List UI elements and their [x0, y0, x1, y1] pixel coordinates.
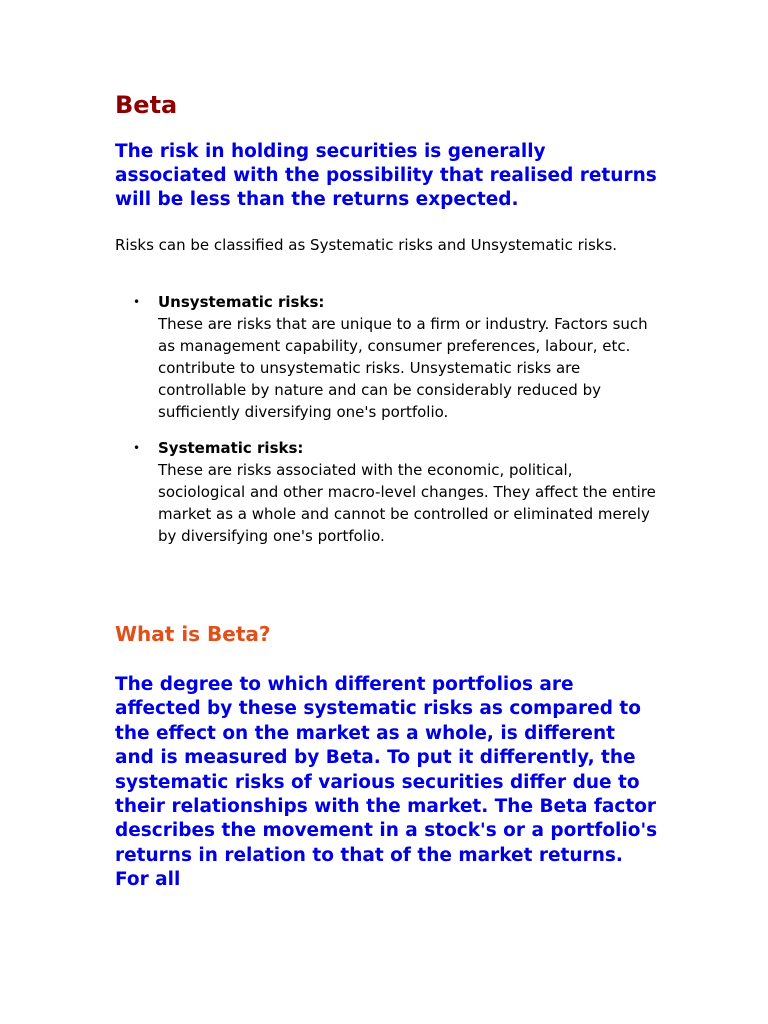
- intro-paragraph: Risks can be classified as Systematic risks and Unsystematic risks.: [115, 236, 618, 254]
- risk-name: Systematic risks:: [158, 439, 304, 457]
- list-item-unsystematic-risks: [115, 291, 660, 423]
- bullet-icon: •: [133, 295, 141, 309]
- page-title: Beta: [115, 91, 178, 119]
- section-body: The degree to which different portfolios are affected by these systematic risks as compared to the effect on the market as a whole, is different and is measured by Beta. To put it differently, the systematic risks of various securities differ due to their relationships with the market. The Beta factor describes the movement in a stock's or a portfolio's returns in relation to that of the market returns. For all: [115, 674, 658, 891]
- bullet-icon: •: [133, 441, 141, 455]
- risk-description: These are risks that are unique to a firm or industry. Factors such as management capability, consumer preferences, labour, etc. contribute to unsystematic risks. Unsystematic risks are controllable by nature and can be considerably reduced by sufficiently diversifying one's portfolio.: [158, 315, 648, 421]
- risk-description: These are risks associated with the economic, political, sociological and other macro-level changes. They affect the entire market as a whole and cannot be controlled or eliminated merely by diversifying one's portfolio.: [158, 461, 656, 545]
- risk-list: [115, 291, 660, 547]
- risk-name: Unsystematic risks:: [158, 293, 325, 311]
- lead-paragraph: The risk in holding securities is generally associated with the possibility that realised returns will be less than the returns expected.: [115, 141, 657, 210]
- list-item-systematic-risks: [115, 437, 660, 547]
- section-title: What is Beta?: [115, 622, 271, 646]
